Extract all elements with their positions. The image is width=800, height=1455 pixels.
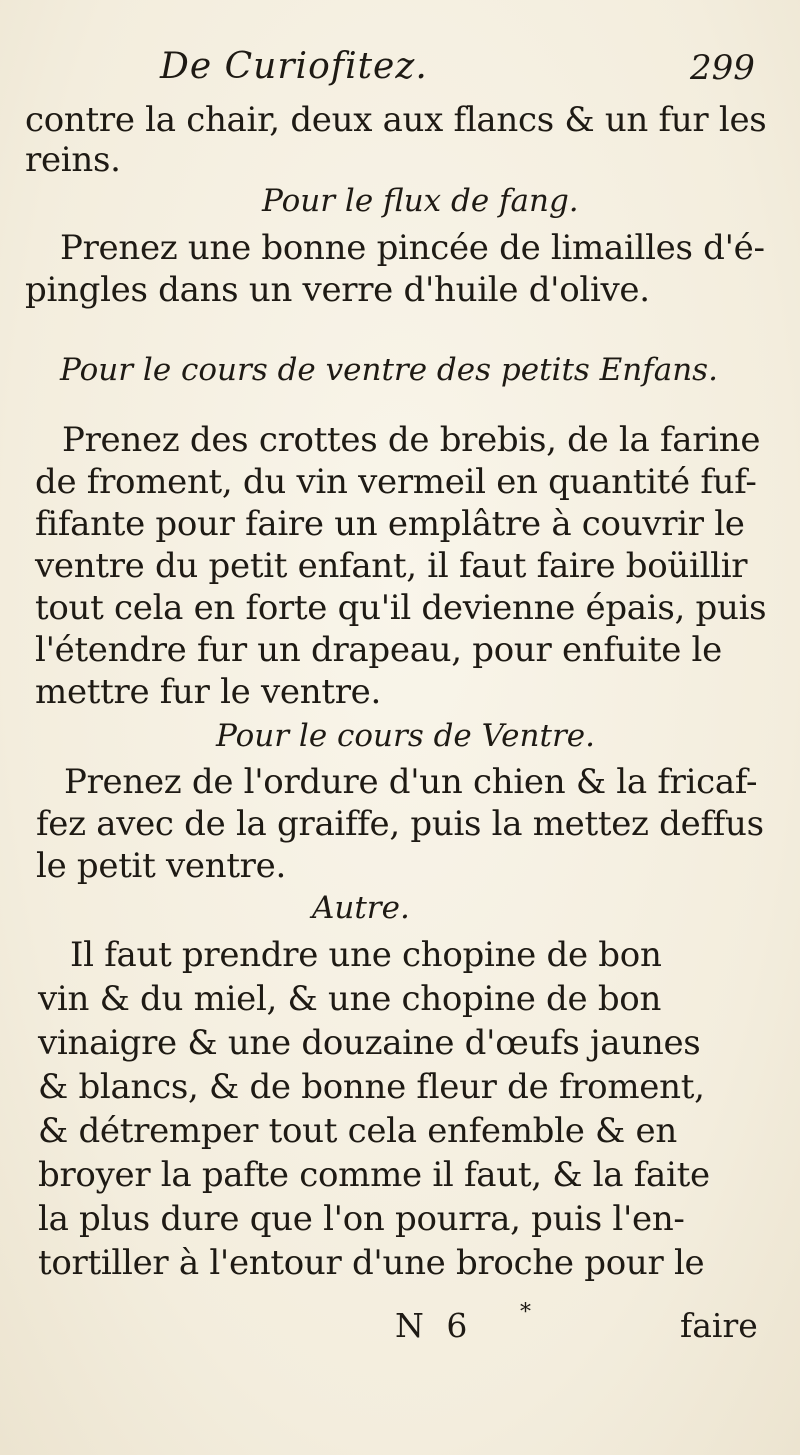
text-line: tout cela en forte qu'il devienne épais, puis <box>35 588 767 628</box>
text-line: ventre du petit enfant, il faut faire boüillir <box>35 546 748 586</box>
text-line: vin & du miel, & une chopine de bon <box>38 979 662 1019</box>
text-line: & détremper tout cela enfemble & en <box>38 1111 677 1151</box>
text-line: broyer la pafte comme il faut, & la faite <box>38 1155 710 1195</box>
section-heading: Pour le cours de ventre des petits Enfans. <box>60 352 718 388</box>
signature-mark: N 6 <box>395 1306 474 1345</box>
text-line: contre la chair, deux aux flancs & un fur les <box>25 100 767 140</box>
text-line: Prenez une bonne pincée de limailles d'é- <box>60 228 765 268</box>
text-line: tortiller à l'entour d'une broche pour le <box>38 1243 705 1283</box>
text-line: la plus dure que l'on pourra, puis l'en- <box>38 1199 685 1239</box>
asterisk-mark: * <box>520 1300 531 1325</box>
section-heading: Autre. <box>312 890 410 926</box>
page-footer <box>0 1300 800 1356</box>
text-line: vinaigre & une douzaine d'œufs jaunes <box>38 1023 701 1063</box>
text-line: le petit ventre. <box>36 846 286 886</box>
catchword: faire <box>680 1306 758 1345</box>
text-line: pingles dans un verre d'huile d'olive. <box>25 270 650 310</box>
text-line: Prenez des crottes de brebis, de la farine <box>62 420 761 460</box>
page-header <box>0 46 800 96</box>
running-title: De Curiofitez. <box>160 46 428 87</box>
text-line: fez avec de la graiffe, puis la mettez deffus <box>36 804 764 844</box>
text-line: Il faut prendre une chopine de bon <box>70 935 662 975</box>
section-heading: Pour le cours de Ventre. <box>216 718 595 754</box>
text-line: fifante pour faire un emplâtre à couvrir le <box>35 504 745 544</box>
section-heading: Pour le flux de fang. <box>262 183 579 219</box>
text-line: mettre fur le ventre. <box>35 672 381 712</box>
text-line: l'étendre fur un drapeau, pour enfuite le <box>35 630 722 670</box>
text-line: reins. <box>25 140 121 180</box>
text-line: & blancs, & de bonne fleur de froment, <box>38 1067 705 1107</box>
text-line: de froment, du vin vermeil en quantité fuf- <box>35 462 757 502</box>
page-number: 299 <box>690 48 755 88</box>
text-line: Prenez de l'ordure d'un chien & la fricaf- <box>64 762 758 802</box>
